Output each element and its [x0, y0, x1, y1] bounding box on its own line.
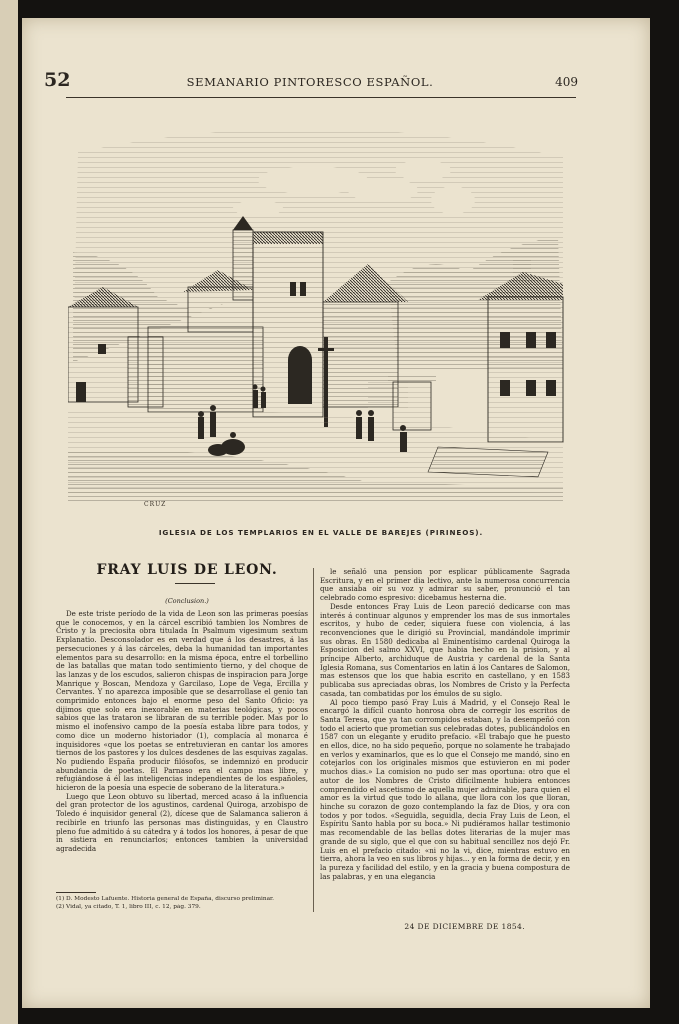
footnote: (1) D. Modesto Lafuente. Historia general de España, discurso preliminar. [56, 896, 275, 902]
right-column [320, 568, 570, 922]
journal-title: SEMANARIO PINTORESCO ESPAÑOL. [186, 75, 434, 89]
paragraph: De este triste período de la vida de Leon son las primeras poesías que le conocemos, y en la cárcel escribió tambien los Nombres de Cristo y la preciosita obra titulada In Psalmum vigesimum sextum Explanatio. Desconsolador es en verdad que á los desastres, á las persecuciones y á las cárceles, deba la humanidad tan importantes elementos para su desarrollo: en la misma época, entre el torbellino de las batallas que matan todo sentimiento tierno, y del choque de las lanzas y de los escudos, salieron chispas de inspiracion para Jorge Manrique y Boscan, Mendoza y Garcilaso, Lope de Vega, Ercilla y Cervantes. Y no aparezca imposible que se desarrollase el genio tan comprimido entonces bajo el enorme peso del Santo Oficio: ya dijimos que solo era inexorable en materias teológicas, y pocos sabios que las trataron se libraran de su terrible poder. Mas por lo mismo el inofensivo campo de la poesía estaba libre para todos, y como dice un moderno historiador (1), complacía al monarca é inquisidores «que los poetas se entretuvieran en cantar los amores tiernos de los pastores y los dulces desdenes de las esquivas zagalas. No pudiendo España producir filósofos, se indemnizó en producir abundancia de poetas. El Parnaso era el campo mas libre, y refugiándose á él las inteligencias independientes de los españoles, hicieron de la poesía una especie de soberano de la literatura.» [56, 610, 308, 793]
illustration-caption: IGLESIA DE LOS TEMPLARIOS EN EL VALLE DE BAREJES (PIRINEOS). [158, 528, 484, 537]
paragraph: le señaló una pension por esplicar públicamente Sagrada Escritura, y en el primer dia lectivo, ante la numerosa concurrencia que ansiaba oir su voz y admirar su saber, pronunció el tan celebrado como espresivo: dicebamus hesterna die. [320, 568, 570, 603]
footnote: (2) Vidal, ya citado, T. 1, libro III, c. 12, pág. 379. [56, 903, 201, 910]
footnote-rule [56, 892, 96, 893]
page-number: 409 [555, 75, 578, 89]
dateline: 24 DE DICIEMBRE DE 1854. [404, 922, 525, 931]
running-header [44, 69, 578, 92]
paragraph: Desde entonces Fray Luis de Leon pareció dedicarse con mas interés á continuar algunos y emprender los mas de sus inmortales escritos, y hubo de ceder, siquiera fuese con violencia, á las reconvenciones que le dirigió su Provincial, mandándole imprimir sus obras. En 1580 dedicaba al Eminentísimo cardenal Quiroga la Esposicion del salmo XXVI, que habia hecho en la prision, y al príncipe Alberto, archiduque de Austria y cardenal de la Santa Iglesia Romana, sus Comentarios en latin á los Cantares de Salomon, mas estensos que los que habia escrito en castellano, y en 1583 publicaba sus apreciadas obras, los Nombres de Cristo y la Perfecta casada, tan combatidas por los émulos de su siglo. [320, 601, 570, 698]
header-rule [66, 97, 576, 98]
article-title: FRAY LUIS DE LEON. [96, 562, 278, 578]
engraver-signature: CRUZ [144, 501, 167, 508]
footnotes [56, 896, 308, 911]
left-column [56, 610, 308, 884]
issue-number: 52 [44, 69, 71, 91]
engraving-illustration [68, 112, 568, 517]
column-divider [313, 568, 314, 912]
article-subtitle: (Conclusion.) [165, 597, 209, 605]
paragraph: Al poco tiempo pasó Fray Luis á Madrid, y el Consejo Real le encargó la difícil cuanto honrosa obra de corregir los escritos de Santa Teresa, que ya tan corrompidos estaban, y la desempeñó con todo el acierto que prometian sus celebradas dotes, publicándolos en 1587 con un elegante y erudito prefacio. «El trabajo que he puesto en ellos, dice, no ha sido pequeño, porque no solamente he trabajado en verlos y examinarlos, que es lo que el Consejo me mandó, sino en cotejarlos con los originales mismos que estuvieron en mi poder muchos dias.» La comision no pudo ser mas oportuna: otro que el autor de los Nombres de Cristo difícilmente hubiera entonces comprendido el ascetismo de aquella mujer admirable, para quien el amor es la virtud que todo lo allana, que llora con los que lloran, hinche su corazon de gozo contemplando la faz de Dios, y ora con todos y por todos. «Seguidla, seguidla, decia Fray Luis de Leon, el Espíritu Santo habla por su boca.» Ni pudiéramos hallar testimonio mas recomendable de las bellas dotes literarias de la mujer mas grande de su siglo, que el que con su habitual sencillez nos dejó Fr. Luis en el prefacio citado: «ni no la vi, dice, mientras estuvo en tierra, ahora la veo en sus libros y hijas... y en la forma de decir, y en la pureza y facilidad del estilo, y en la gracia y buena compostura de las palabras, y en una elegancia [320, 697, 570, 881]
title-rule [175, 583, 215, 584]
paragraph: Luego que Leon obtuvo su libertad, merced acaso á la influencia del gran protector de los agustinos, cardenal Quiroga, arzobispo de Toledo é inquisidor general (2), dícese que de Salamanca salieron á recibirle en triunfo las personas mas distinguidas, y en Claustro pleno fue admitido á su cátedra y á todos los honores, á pesar de que in sistiera en renunciarlos; entonces tambien la universidad agradecida [56, 791, 308, 853]
previous-page-edge [0, 0, 18, 1024]
